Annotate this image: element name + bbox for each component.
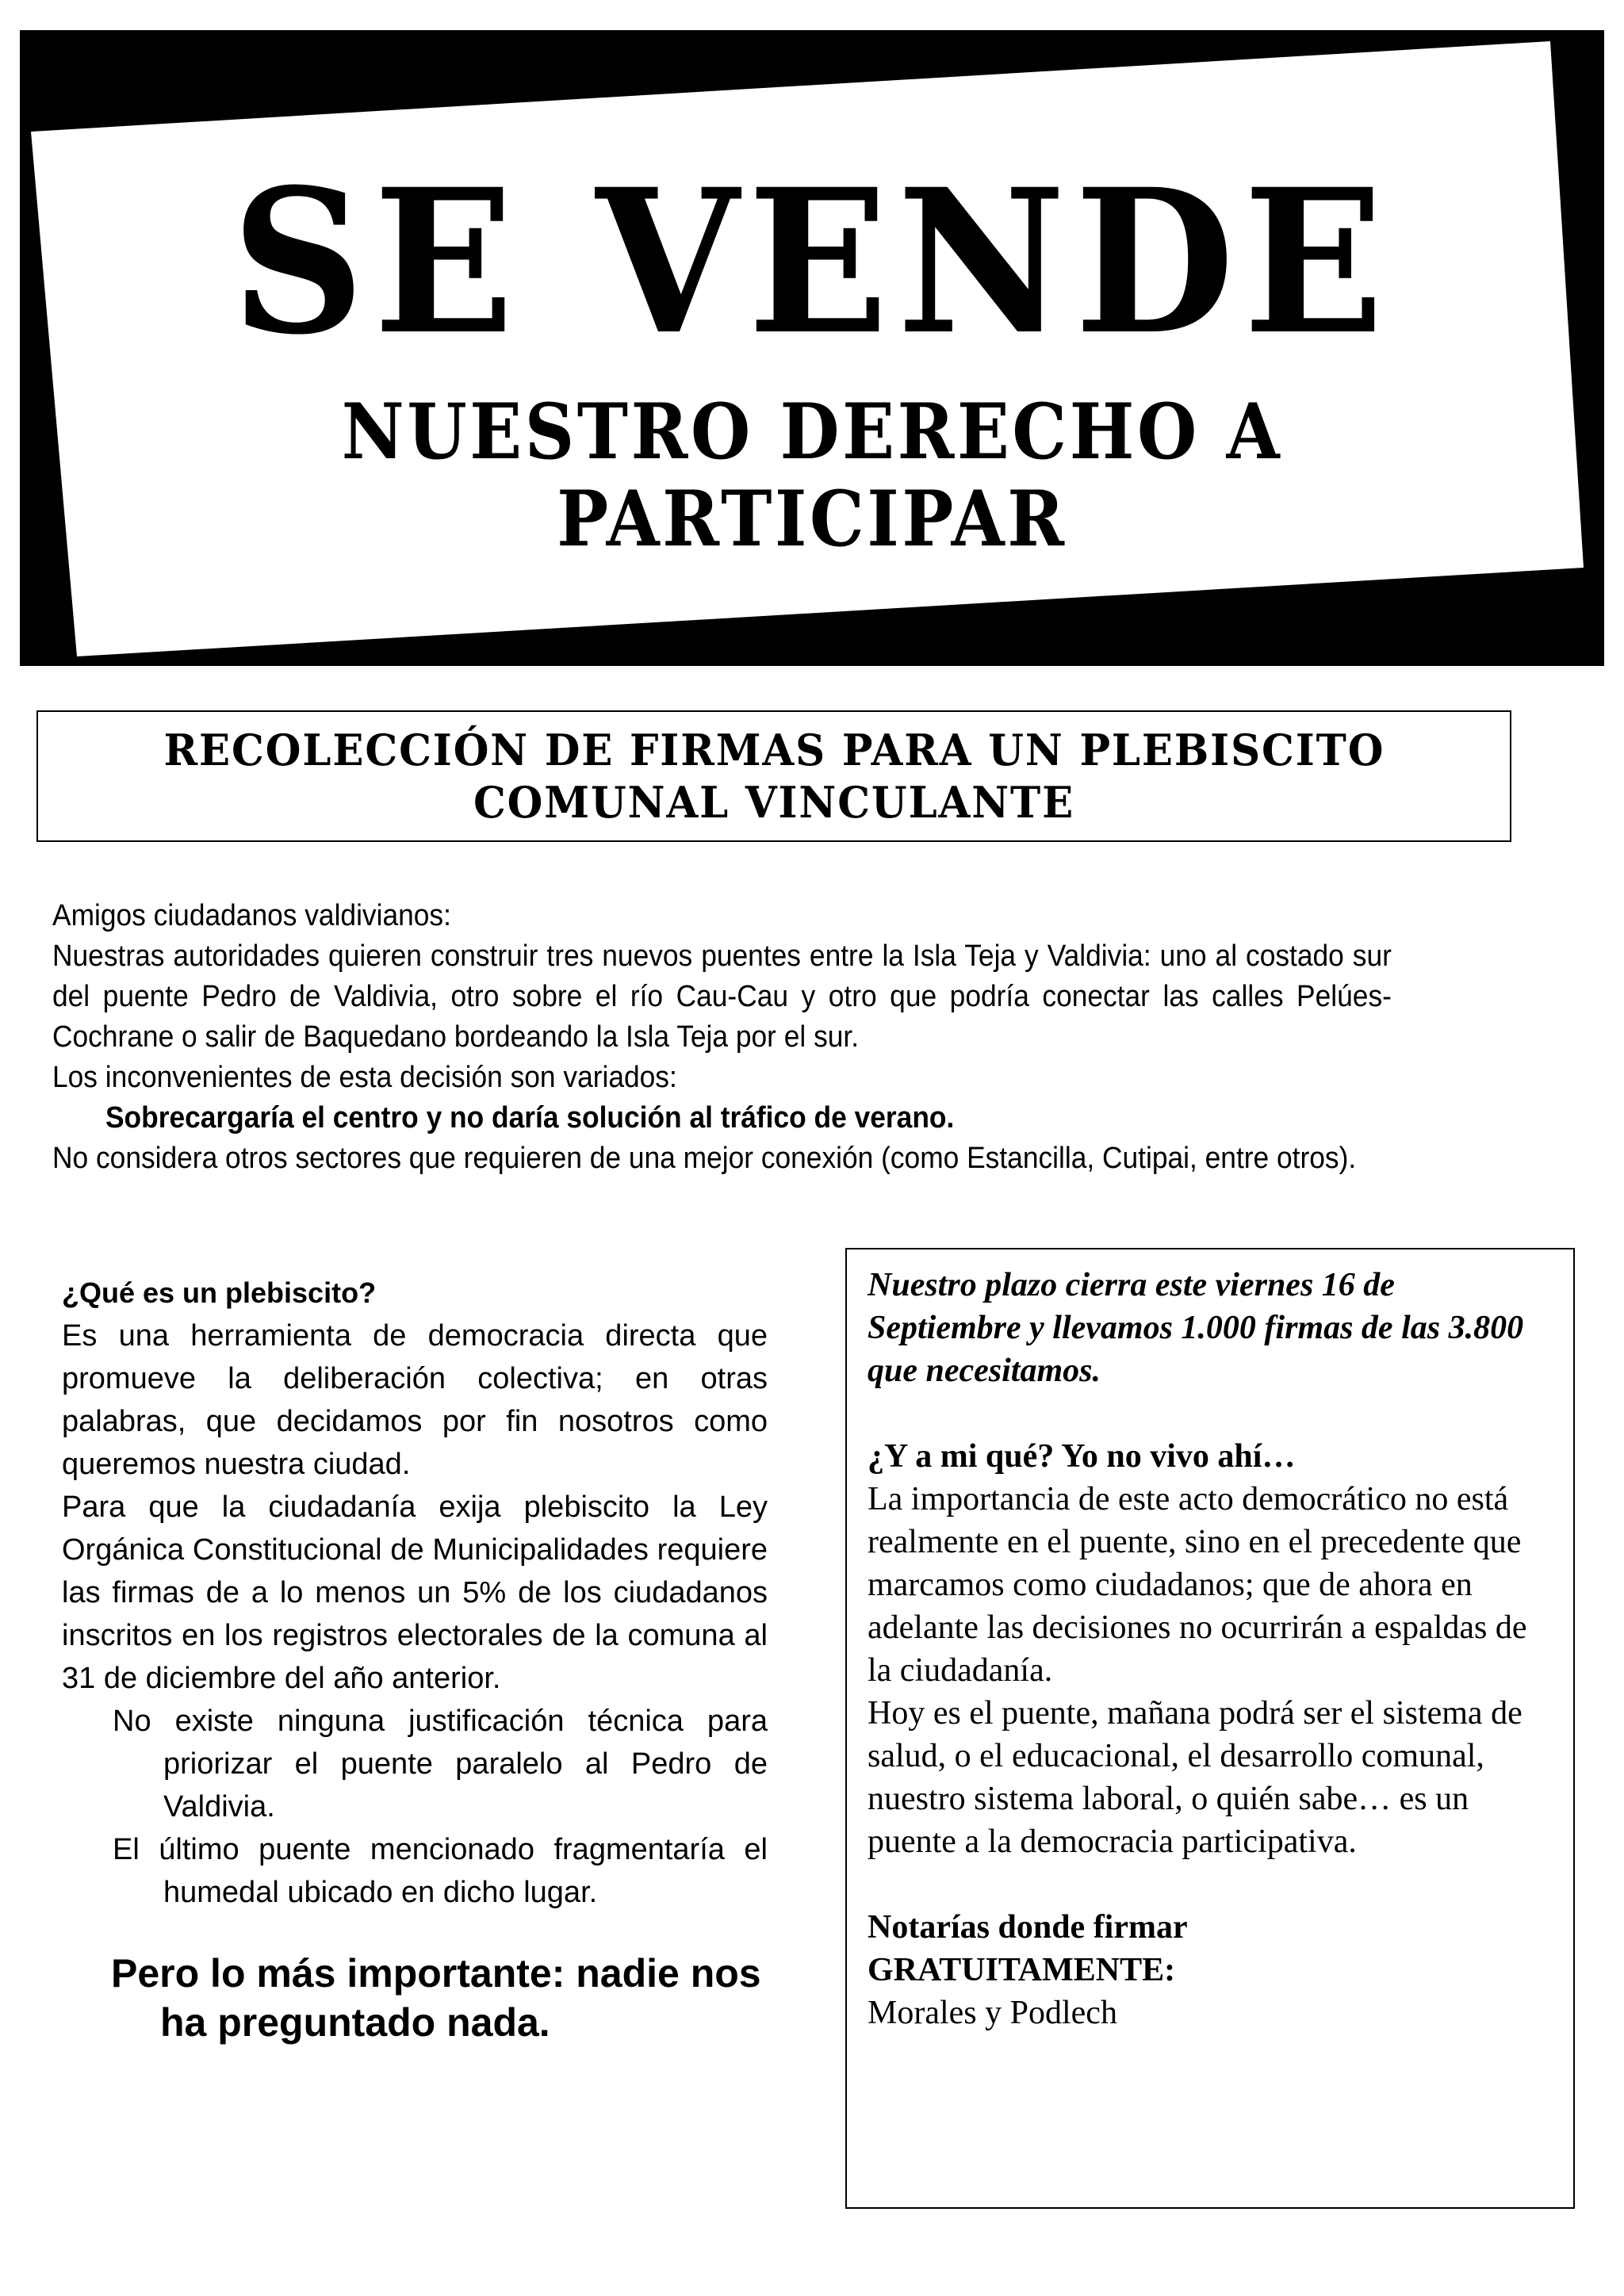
info-box bbox=[845, 1248, 1575, 2209]
plebiscite-question: ¿Qué es un plebiscito? bbox=[62, 1276, 377, 1309]
notaries-label-1: Notarías donde firmar bbox=[868, 1909, 1188, 1946]
plebiscite-definition: Es una herramienta de democracia directa que promueve la deliberación colectiva; en otras palabras, que decidamos por fin nosotros como queremos nuestra ciudad. bbox=[62, 1319, 768, 1481]
notaries-label-2: GRATUITAMENTE: bbox=[868, 1952, 1176, 1988]
intro-section bbox=[52, 896, 1392, 1179]
problems-intro: Los inconvenientes de esta decisión son variados: bbox=[52, 1061, 677, 1094]
problem-2: No considera otros sectores que requieren de una mejor conexión (como Estancilla, Cutipai, entre otros). bbox=[52, 1142, 1357, 1175]
spacer bbox=[868, 1863, 1553, 1906]
plebiscite-requirement: Para que la ciudadanía exija plebiscito la Ley Orgánica Constitucional de Municipalidades requiere las firmas de a lo menos un 5% de los ciudadanos inscritos en los registros electorales de la comuna al 31 de diciembre del año anterior. bbox=[62, 1490, 768, 1695]
deadline-text: Nuestro plazo cierra este viernes 16 de Septiembre y llevamos 1.000 firmas de las 3.800 que necesitamos. bbox=[868, 1267, 1524, 1389]
subheadline: NUESTRO DERECHO A PARTICIPAR bbox=[341, 387, 1283, 564]
closing-statement: Pero lo más importante: nadie nos ha preguntado nada. bbox=[111, 1951, 761, 2045]
importance-text: La importancia de este acto democrático no está realmente en el puente, sino en el precedente que marcamos como ciudadanos; que de ahora en adelante las decisiones no ocurrirán a espaldas de la ciudadanía. bbox=[868, 1481, 1527, 1689]
petition-title-box bbox=[36, 710, 1511, 842]
spacer bbox=[868, 1392, 1553, 1435]
future-text: Hoy es el puente, mañana podrá ser el sistema de salud, o el educacional, el desarrollo comunal, nuestro sistema laboral, o quién sabe… es un puente a la democracia participativa. bbox=[868, 1695, 1522, 1860]
point-1: No existe ninguna justificación técnica para priorizar el puente paralelo al Pedro de Valdivia. bbox=[113, 1705, 768, 1823]
left-column bbox=[62, 1272, 768, 2047]
point-2: El último puente mencionado fragmentaría el humedal ubicado en dicho lugar. bbox=[113, 1833, 768, 1909]
notaries-list: Morales y Podlech bbox=[868, 1995, 1117, 2031]
problem-bold: Sobrecargaría el centro y no daría solución al tráfico de verano. bbox=[105, 1101, 955, 1135]
intro-paragraph: Nuestras autoridades quieren construir tres nuevos puentes entre la Isla Teja y Valdivia: uno al costado sur del puente Pedro de Valdivia, otro sobre el río Cau-Cau y otro que podría conectar las calles Pelúes-Cochrane o salir de Baquedano bordeando la Isla Teja por el sur. bbox=[52, 939, 1392, 1054]
greeting: Amigos ciudadanos valdivianos: bbox=[52, 899, 451, 932]
headline: SE VENDE bbox=[231, 145, 1393, 378]
petition-title-line-1: RECOLECCIÓN DE FIRMAS PARA UN PLEBISCITO bbox=[163, 725, 1385, 775]
petition-title-line-2: COMUNAL VINCULANTE bbox=[473, 777, 1075, 828]
why-question: ¿Y a mi qué? Yo no vivo ahí… bbox=[868, 1438, 1296, 1475]
